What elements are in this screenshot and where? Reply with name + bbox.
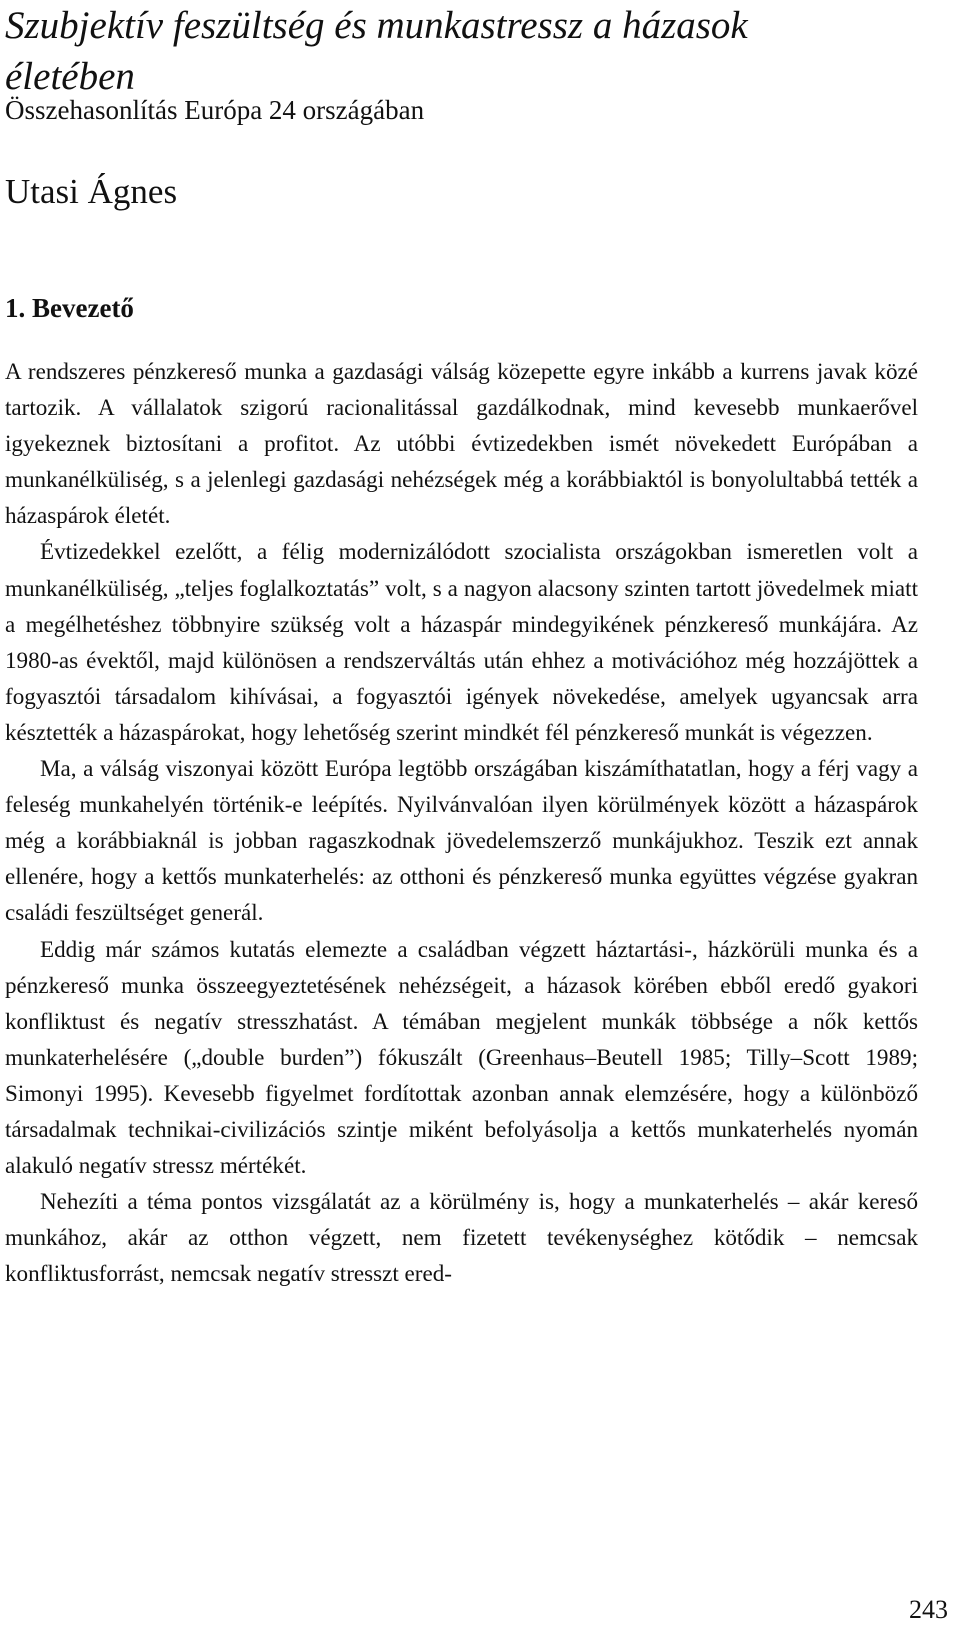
article-author: Utasi Ágnes <box>5 172 178 211</box>
paragraph: Eddig már számos kutatás elemezte a családban végzett háztartási-, házkörüli munka és a pénzkereső munka összeegyeztetésének nehézségeit, a házasok körében ebből eredő gyakori konfliktust és negatív stresszhatást. A témában megjelent munkák többsége a nők kettős munkaterhelésére („double burden”) fókuszált (Greenhaus–Beutell 1985; Tilly–Scott 1989; Simonyi 1995). Kevesebb figyelmet fordítottak azonban annak elemzésére, hogy a különböző társadalmak technikai-civilizációs szintje miként befolyásolja a kettős munkaterhelés nyomán alakuló negatív stressz mértékét. <box>5 935 918 1179</box>
section-heading: 1. Bevezető <box>5 293 134 323</box>
paragraph: A rendszeres pénzkereső munka a gazdasági válság közepette egyre inkább a kurrens javak közé tartozik. A vállalatok szigorú racionalitással gazdálkodnak, mind kevesebb munkaerővel igyekeznek biztosítani a profitot. Az utóbbi évtizedekben ismét növekedett Európában a munkanélküliség, s a jelenlegi gazdasági nehézségek még a korábbiaktól is bonyolultabbá tették a házaspárok életét. <box>5 358 918 529</box>
paragraph: Évtizedekkel ezelőtt, a félig modernizálódott szocialista országokban ismeretlen volt a munkanélküliség, „teljes foglalkoztatás” volt, s a nagyon alacsony szinten tartott jövedelmek miatt a megélhetéshez többnyire szükség volt a házaspár mindegyikének pénzkereső munkájára. Az 1980-as évektől, majd különösen a rendszerváltás után ehhez a motivációhoz még hozzájöttek a fogyasztói társadalom kihívásai, a fogyasztói igények növekedése, amelyek ugyancsak arra késztették a házaspárokat, hogy lehetőség szerint mindkét fél pénzkereső munkát is végezzen. <box>5 538 918 745</box>
page-number: 243 <box>909 1595 948 1624</box>
article-subtitle: Összehasonlítás Európa 24 országában <box>5 95 425 125</box>
article-title: Szubjektív feszültség és munkastressz a házasok életében <box>5 4 748 98</box>
paragraph: Nehezíti a téma pontos vizsgálatát az a körülmény is, hogy a munkaterhelés – akár kereső munkához, akár az otthon végzett, nem fizetett tevékenységhez kötődik – nemcsak konfliktusforrást, nemcsak negatív stresszt ered- <box>5 1188 918 1287</box>
body-text <box>5 353 918 1291</box>
paragraph: Ma, a válság viszonyai között Európa legtöbb országában kiszámíthatatlan, hogy a férj vagy a feleség munkahelyén történik-e leépítés. Nyilvánvalóan ilyen körülmények között a házaspárok még a korábbiaknál is jobban ragaszkodnak jövedelemszerző munkájukhoz. Teszik ezt annak ellenére, hogy a kettős munkaterhelés: az otthoni és pénzkereső munka együttes végzése gyakran családi feszültséget generál. <box>5 755 918 926</box>
